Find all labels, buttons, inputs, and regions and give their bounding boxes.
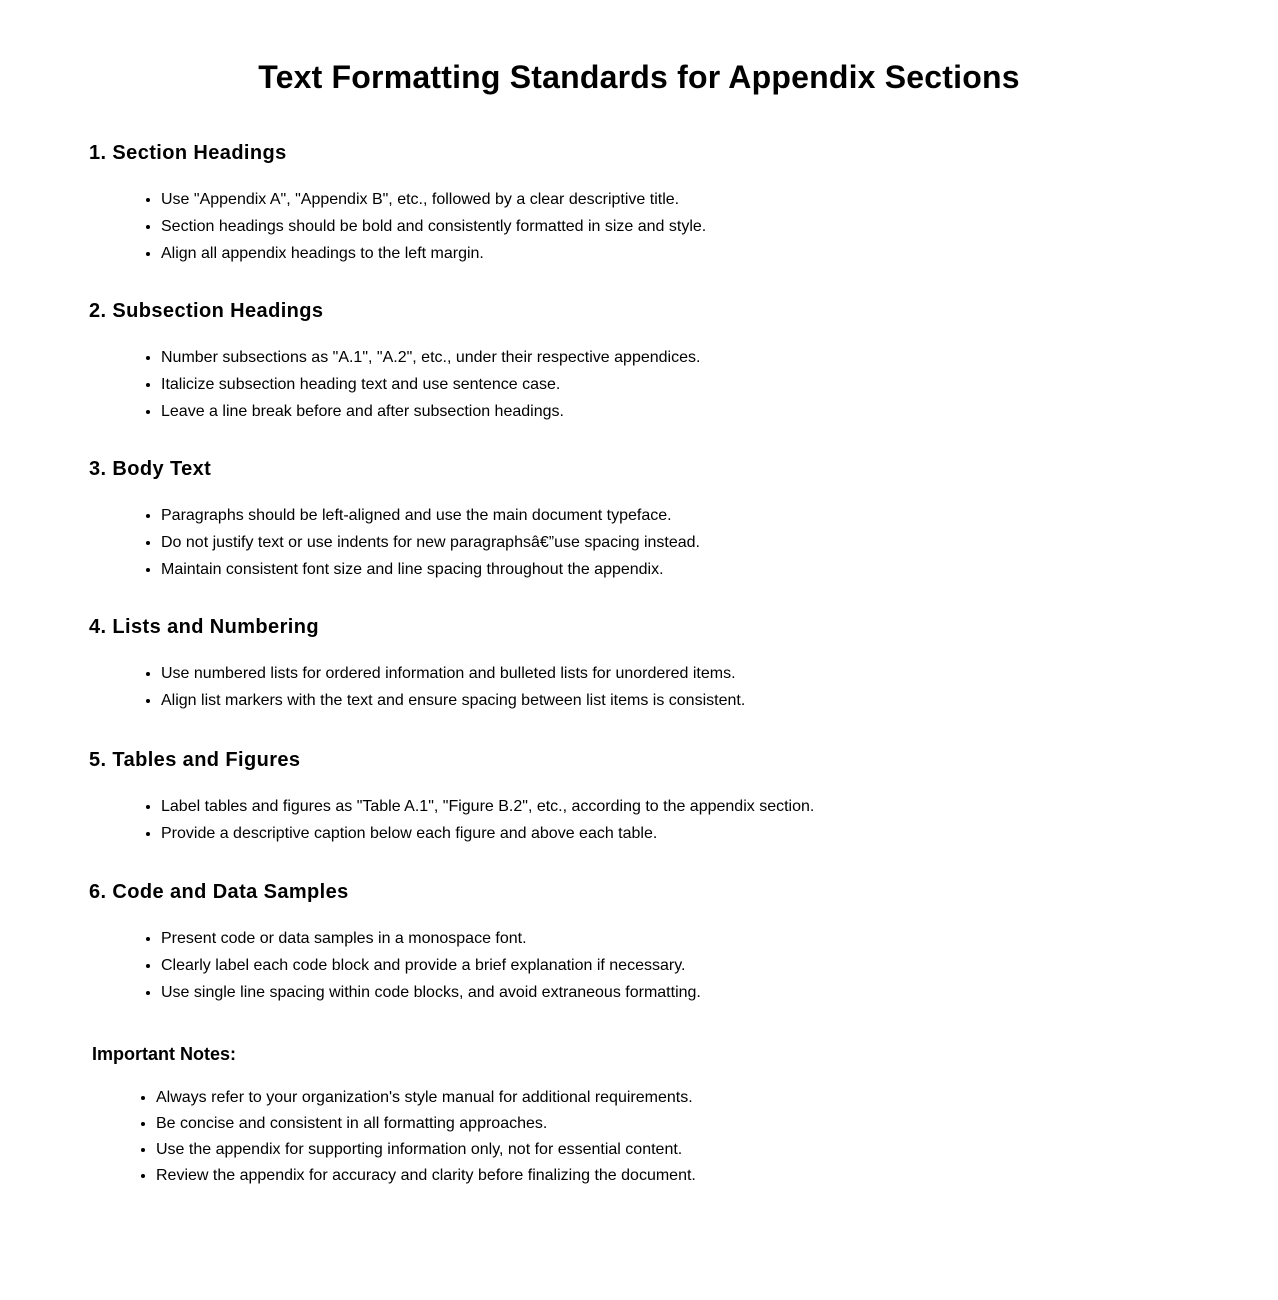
list-item: • Provide a descriptive caption below each figure and above each table.	[161, 820, 1189, 847]
section-code-and-data-samples	[89, 880, 1189, 1006]
list-item: • Section headings should be bold and consistently formatted in size and style.	[161, 213, 1189, 240]
important-notes	[92, 1043, 1192, 1189]
list-item: • Align all appendix headings to the left margin.	[161, 240, 1189, 267]
section-heading: 5. Tables and Figures	[89, 749, 301, 771]
list-item: • Use "Appendix A", "Appendix B", etc., followed by a clear descriptive title.	[161, 186, 1189, 213]
list-item: • Maintain consistent font size and line spacing throughout the appendix.	[161, 556, 1189, 583]
list-item: • Present code or data samples in a monospace font.	[161, 925, 1189, 952]
list-item: • Do not justify text or use indents for new paragraphsâ€”use spacing instead.	[161, 529, 1189, 556]
section-tables-and-figures	[89, 748, 1189, 847]
bullet-list	[89, 925, 1189, 1006]
section-heading: 4. Lists and Numbering	[89, 616, 319, 638]
bullet-list	[89, 793, 1189, 847]
section-section-headings	[89, 141, 1189, 267]
section-heading: 2. Subsection Headings	[89, 300, 324, 322]
section-heading: 6. Code and Data Samples	[89, 881, 349, 903]
bullet-list	[89, 660, 1189, 714]
list-item: • Label tables and figures as "Table A.1", "Figure B.2", etc., according to the appendix section.	[161, 793, 1189, 820]
bullet-list	[89, 186, 1189, 267]
list-item: • Use single line spacing within code blocks, and avoid extraneous formatting.	[161, 979, 1189, 1006]
list-item: • Italicize subsection heading text and use sentence case.	[161, 371, 1189, 398]
list-item: • Align list markers with the text and ensure spacing between list items is consistent.	[161, 687, 1189, 714]
list-item: • Number subsections as "A.1", "A.2", etc., under their respective appendices.	[161, 344, 1189, 371]
notes-heading: Important Notes:	[92, 1044, 236, 1064]
section-heading: 3. Body Text	[89, 458, 212, 480]
bullet-list	[89, 502, 1189, 583]
list-item: • Paragraphs should be left-aligned and use the main document typeface.	[161, 502, 1189, 529]
section-subsection-headings	[89, 299, 1189, 425]
list-item: • Use numbered lists for ordered information and bulleted lists for unordered items.	[161, 660, 1189, 687]
list-item: • Be concise and consistent in all formatting approaches.	[156, 1111, 1192, 1137]
list-item: • Always refer to your organization's style manual for additional requirements.	[156, 1085, 1192, 1111]
page-title: Text Formatting Standards for Appendix Sections	[258, 59, 1020, 95]
section-body-text	[89, 457, 1189, 583]
bullet-list	[92, 1085, 1192, 1189]
bullet-list	[89, 344, 1189, 425]
list-item: • Use the appendix for supporting information only, not for essential content.	[156, 1137, 1192, 1163]
list-item: • Leave a line break before and after subsection headings.	[161, 398, 1189, 425]
section-heading: 1. Section Headings	[89, 142, 287, 164]
section-lists-and-numbering	[89, 615, 1189, 714]
list-item: • Clearly label each code block and provide a brief explanation if necessary.	[161, 952, 1189, 979]
list-item: • Review the appendix for accuracy and clarity before finalizing the document.	[156, 1163, 1192, 1189]
